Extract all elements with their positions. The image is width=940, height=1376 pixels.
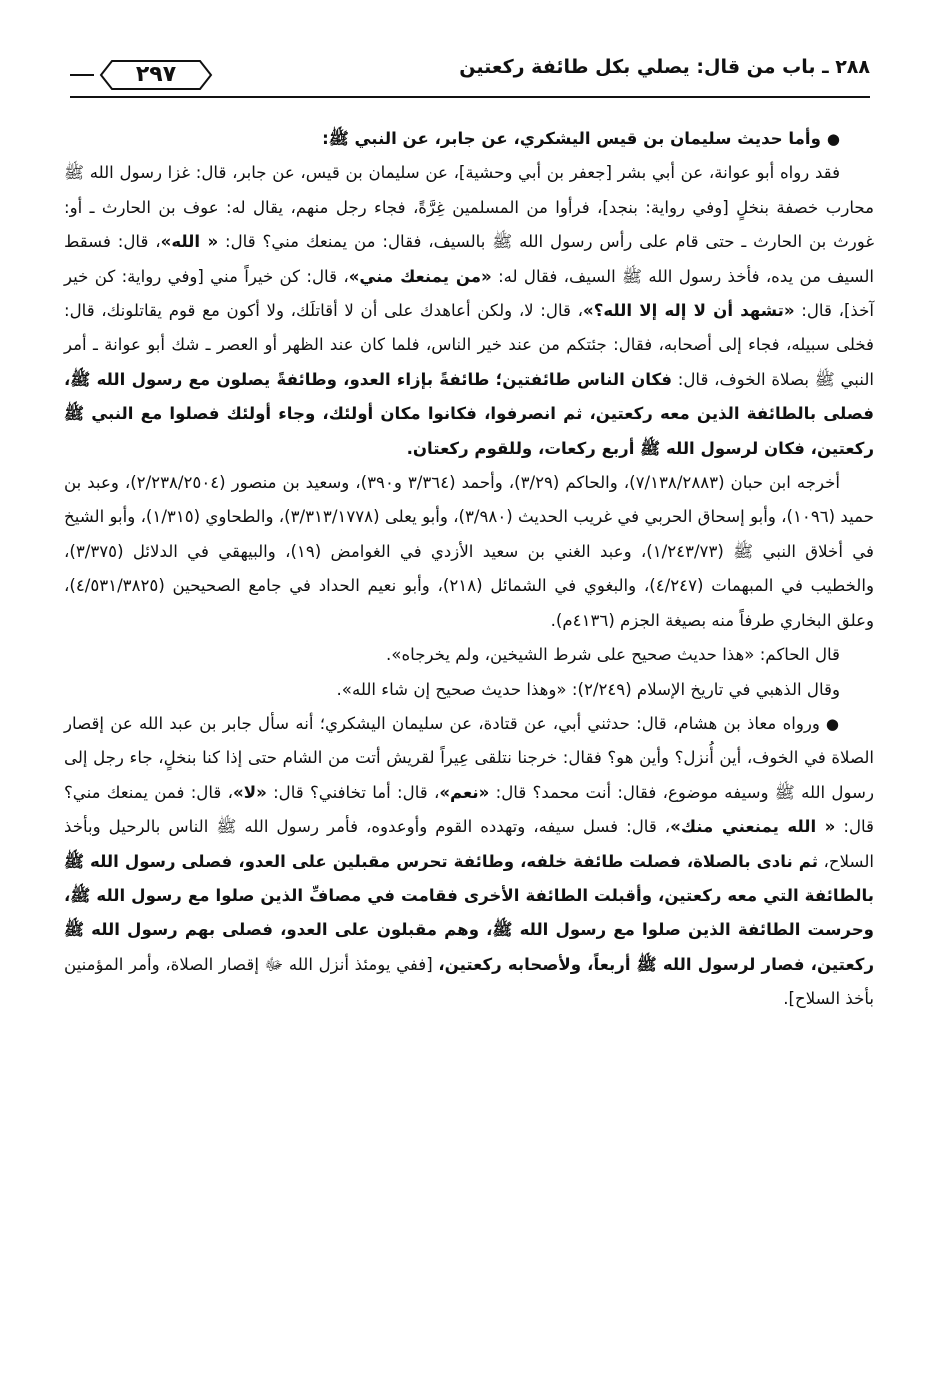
quote: «من يمنعك مني» <box>348 266 492 286</box>
hadith-text: ورواه معاذ بن هشام، قال: حدثني أبي، عن قتادة، عن سليمان اليشكري؛ أنه سأل جابر بن عبد الله عن إقصار الصلاة في الخوف، أين أُنزل؟ وأين هو؟ فقال: خرجنا نتلقى عِيراً لقريش أتت من الشام حتى إذا كنا بنخلٍ، جاء رجل إلى رسول الله ﷺ وسيفه موضوع، فقال: أنت محمد؟ قال: <box>64 713 874 802</box>
hadith-text: ، قال: كن خيراً مني [وفي رواية: كن خير آخذ]، قال: <box>64 266 874 321</box>
page-header <box>70 48 870 102</box>
header-rule <box>70 96 870 98</box>
hadith-bold-text: ثم نادى بالصلاة، فصلت طائفة خلفه، وطائفة تحرس مقبلين على العدو، فصلى رسول الله ﷺ بالطائفة التي معه ركعتين، وأقبلت الطائفة الأخرى فقامت في مصافِّ الذين صلوا مع رسول الله ﷺ، وحرست الطائفة الذين صلوا مع رسول الله ﷺ، وهم مقبلون على العدو، فصلى بهم رسول الله ﷺ ركعتين، فصار لرسول الله ﷺ أربعاً، ولأصحابه ركعتين، <box>64 851 875 974</box>
quote: «نعم» <box>439 782 490 802</box>
quote: « الله يمنعني منك» <box>670 817 836 837</box>
header-rule-left <box>70 74 94 76</box>
quote: «تشهد أن لا إله إلا الله؟» <box>582 301 795 321</box>
hadith-text: [ففي يومئذ أنزل الله ﷻ إقصار الصلاة، وأمر المؤمنين بأخذ السلاح]. <box>64 954 874 1009</box>
page-number-frame <box>98 58 214 92</box>
page-body <box>64 122 874 1017</box>
hadith-text: ، قال: أما تخافني؟ قال: <box>266 782 440 802</box>
hadith-text: ، قال: فسل سيفه، وتهدده القوم وأوعدوه، فأمر رسول الله ﷺ الناس بالرحيل وبأخذ السلاح، <box>64 817 874 871</box>
section-heading-text: وأما حديث سليمان بن قيس اليشكري، عن جابر، عن النبي ﷺ: <box>322 129 821 148</box>
hadith-paragraph <box>64 156 874 466</box>
hadith-text: فقد رواه أبو عوانة، عن أبي بشر [جعفر بن أبي وحشية]، عن سليمان بن قيس، عن جابر، قال: غزا رسول الله ﷺ محارب خصفة بنخلٍ [وفي رواية: بنجد]، فرأوا من المسلمين غِرَّةً، فجاء رجل منهم، يقال له: عوف بن الحارث ـ أو: غورث بن الحارث ـ حتى قام على رأس رسول الله ﷺ بالسيف، فقال: من يمنعك مني؟ قال: <box>64 163 874 252</box>
quote: «لا» <box>233 782 267 802</box>
bullet-icon: ● <box>825 714 840 733</box>
takhrij-paragraph: أخرجه ابن حبان (٧/١٣٨/٢٨٨٣)، والحاكم (٣/٢٩)، وأحمد (٣/٣٦٤ و٣٩٠)، وسعيد بن منصور (٢/٢٣٨/٢٥٠٤)، وعبد بن حميد (١٠٩٦)، وأبو إسحاق الحربي في غريب الحديث (٣/٩٨٠)، وأبو يعلى (٣/٣١٣/١٧٧٨)، والطحاوي (١/٣١٥)، وأبو الشيخ في أخلاق النبي ﷺ (١/٢٤٣/٧٣)، وعبد الغني بن سعيد الأزدي في الغوامض (١٩)، والبيهقي في الدلائل (٣/٣٧٥)، والخطيب في المبهمات (٤/٢٤٧)، والبغوي في الشمائل (٢١٨)، وأبو نعيم الحداد في جامع الصحيحين (٤/٥٣١/٣٨٢٥)، وعلق البخاري طرفاً منه بصيغة الجزم (٤١٣٦م). <box>64 473 874 630</box>
bullet-icon: ● <box>826 130 840 148</box>
hadith-text: ، قال: لا، ولكن أعاهدك على أن لا أقاتلَك، ولا أكون مع قوم يقاتلونك، قال: فخلى سبيله، فجاء إلى أصحابه، فقال: جئتكم من عند خير الناس، فلما كان عند الظهر أو العصر ـ شك أبو عوانة ـ أمر النبي ﷺ بصلاة الخوف، قال: <box>64 301 874 389</box>
quote: « الله» <box>160 232 219 252</box>
hadith-text: ، قال: فمن يمنعك مني؟ قال: <box>64 782 874 837</box>
dhahabi-paragraph: وقال الذهبي في تاريخ الإسلام (٢/٢٤٩): «وهذا حديث صحيح إن شاء الله». <box>336 679 840 699</box>
chapter-title: ٢٨٨ ـ باب من قال: يصلي بكل طائفة ركعتين <box>459 56 870 78</box>
hadith-text: ، قال: فسقط السيف من يده، فأخذ رسول الله ﷺ السيف، فقال له: <box>64 232 874 286</box>
hadith-bold-text: فكان الناس طائفتين؛ طائفةً بإزاء العدو، وطائفةً يصلون مع رسول الله ﷺ، فصلى بالطائفة الذين معه ركعتين، ثم انصرفوا، فكانوا مكان أولئك، وجاء أولئك فصلوا مع النبي ﷺ ركعتين، فكان لرسول الله ﷺ أربع ركعات، وللقوم ركعتان. <box>64 369 874 458</box>
hadith-paragraph-2 <box>64 707 874 1017</box>
section-heading <box>64 122 874 156</box>
hakim-paragraph: قال الحاكم: «هذا حديث صحيح على شرط الشيخين، ولم يخرجاه». <box>386 645 840 665</box>
page-number: ٢٩٧ <box>135 62 177 87</box>
